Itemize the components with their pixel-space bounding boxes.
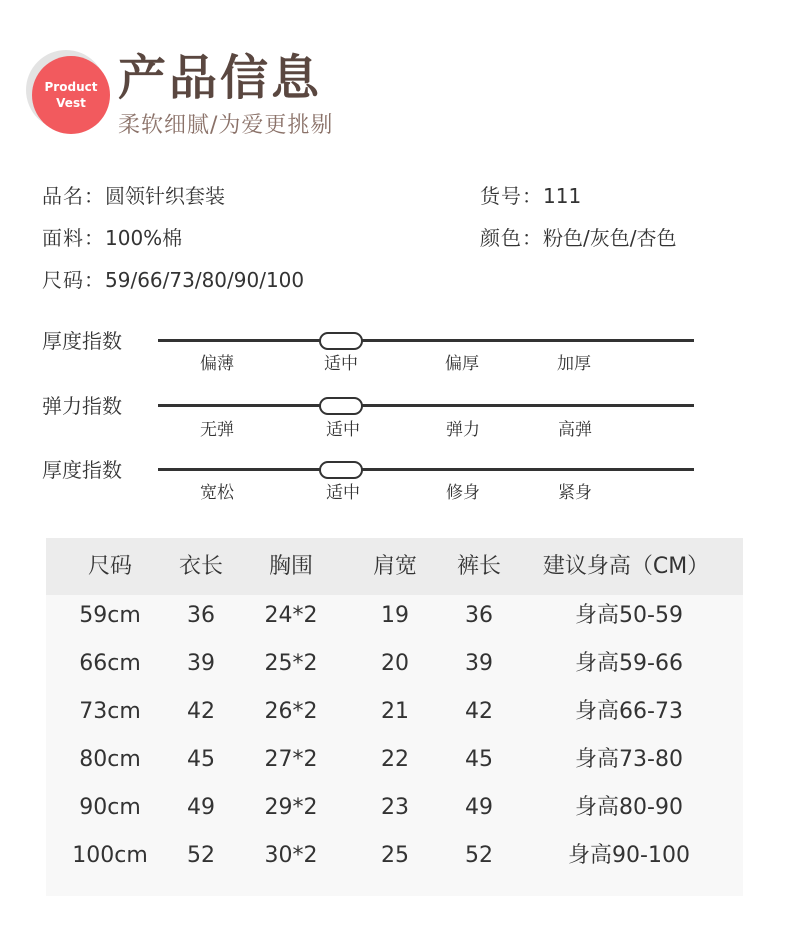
table-cell: 身高80-90: [575, 795, 683, 820]
header-chest: 胸围: [268, 554, 314, 579]
header-shoulder: 肩宽: [372, 554, 418, 579]
fit-option: 紧身: [558, 483, 592, 503]
product-color-value: 粉色/灰色/杏色: [543, 226, 677, 250]
thickness-scale-track: [158, 339, 694, 342]
fit-option: 适中: [326, 483, 360, 503]
table-cell: 身高50-59: [575, 603, 683, 628]
table-cell: 29*2: [264, 795, 318, 820]
fit-scale-label: 厚度指数: [42, 458, 122, 482]
table-cell: 24*2: [264, 603, 318, 628]
header-height: 建议身高（CM）: [542, 554, 710, 579]
table-cell: 39: [465, 651, 493, 676]
table-cell: 59cm: [79, 603, 141, 628]
page-title: 产品信息: [118, 50, 323, 106]
table-cell: 身高66-73: [575, 699, 683, 724]
badge-circle: [32, 56, 110, 134]
table-cell: 20: [381, 651, 409, 676]
product-size-key: 尺码：: [42, 268, 105, 292]
product-sku: [480, 182, 581, 210]
table-cell: 52: [465, 843, 493, 868]
thickness-scale-knob: [319, 332, 363, 350]
header-length: 衣长: [178, 554, 224, 579]
product-fabric: [42, 224, 182, 252]
elasticity-scale-track: [158, 404, 694, 407]
product-name: [42, 182, 225, 210]
size-table: [46, 538, 743, 896]
thickness-scale-label: 厚度指数: [42, 329, 122, 353]
table-cell: 身高59-66: [575, 651, 683, 676]
table-cell: 45: [187, 747, 215, 772]
elasticity-option: 适中: [326, 420, 360, 440]
table-cell: 身高73-80: [575, 747, 683, 772]
table-cell: 90cm: [79, 795, 141, 820]
table-cell: 49: [187, 795, 215, 820]
product-name-key: 品名：: [42, 184, 105, 208]
table-cell: 19: [381, 603, 409, 628]
table-cell: 23: [381, 795, 409, 820]
table-cell: 49: [465, 795, 493, 820]
page-subtitle: 柔软细腻/为爱更挑剔: [118, 113, 334, 138]
table-cell: 52: [187, 843, 215, 868]
table-cell: 身高90-100: [568, 843, 690, 868]
product-size: [42, 266, 304, 294]
thickness-option: 加厚: [557, 354, 591, 374]
thickness-option: 偏厚: [445, 354, 479, 374]
fit-scale-track: [158, 468, 694, 471]
table-cell: 80cm: [79, 747, 141, 772]
thickness-option: 适中: [324, 354, 358, 374]
table-cell: 36: [187, 603, 215, 628]
table-cell: 66cm: [79, 651, 141, 676]
table-cell: 26*2: [264, 699, 318, 724]
elasticity-scale-label: 弹力指数: [42, 394, 122, 418]
elasticity-option: 弹力: [446, 420, 480, 440]
product-fabric-value: 100%棉: [105, 226, 183, 250]
header-pants-length: 裤长: [456, 554, 502, 579]
size-table-header: [46, 538, 743, 595]
table-cell: 30*2: [264, 843, 318, 868]
table-cell: 39: [187, 651, 215, 676]
table-cell: 27*2: [264, 747, 318, 772]
table-cell: 42: [187, 699, 215, 724]
product-color: [480, 224, 676, 252]
table-cell: 73cm: [79, 699, 141, 724]
fit-option: 修身: [446, 483, 480, 503]
header-size: 尺码: [87, 554, 133, 579]
badge-line-1: Product: [44, 80, 98, 94]
product-name-value: 圆领针织套装: [105, 184, 225, 208]
badge-line-2: Vest: [56, 96, 86, 110]
product-color-key: 颜色：: [480, 226, 543, 250]
thickness-option: 偏薄: [200, 354, 234, 374]
product-sku-value: 111: [543, 184, 582, 208]
product-vest-badge: [24, 50, 110, 136]
table-cell: 36: [465, 603, 493, 628]
elasticity-option: 无弹: [200, 420, 234, 440]
table-cell: 25*2: [264, 651, 318, 676]
table-cell: 100cm: [72, 843, 148, 868]
product-sku-key: 货号：: [480, 184, 543, 208]
product-fabric-key: 面料：: [42, 226, 105, 250]
fit-option: 宽松: [200, 483, 234, 503]
table-cell: 22: [381, 747, 409, 772]
table-cell: 21: [381, 699, 409, 724]
product-size-value: 59/66/73/80/90/100: [105, 268, 305, 292]
table-cell: 42: [465, 699, 493, 724]
table-cell: 25: [381, 843, 409, 868]
fit-scale-knob: [319, 461, 363, 479]
elasticity-option: 高弹: [558, 420, 592, 440]
elasticity-scale-knob: [319, 397, 363, 415]
table-cell: 45: [465, 747, 493, 772]
